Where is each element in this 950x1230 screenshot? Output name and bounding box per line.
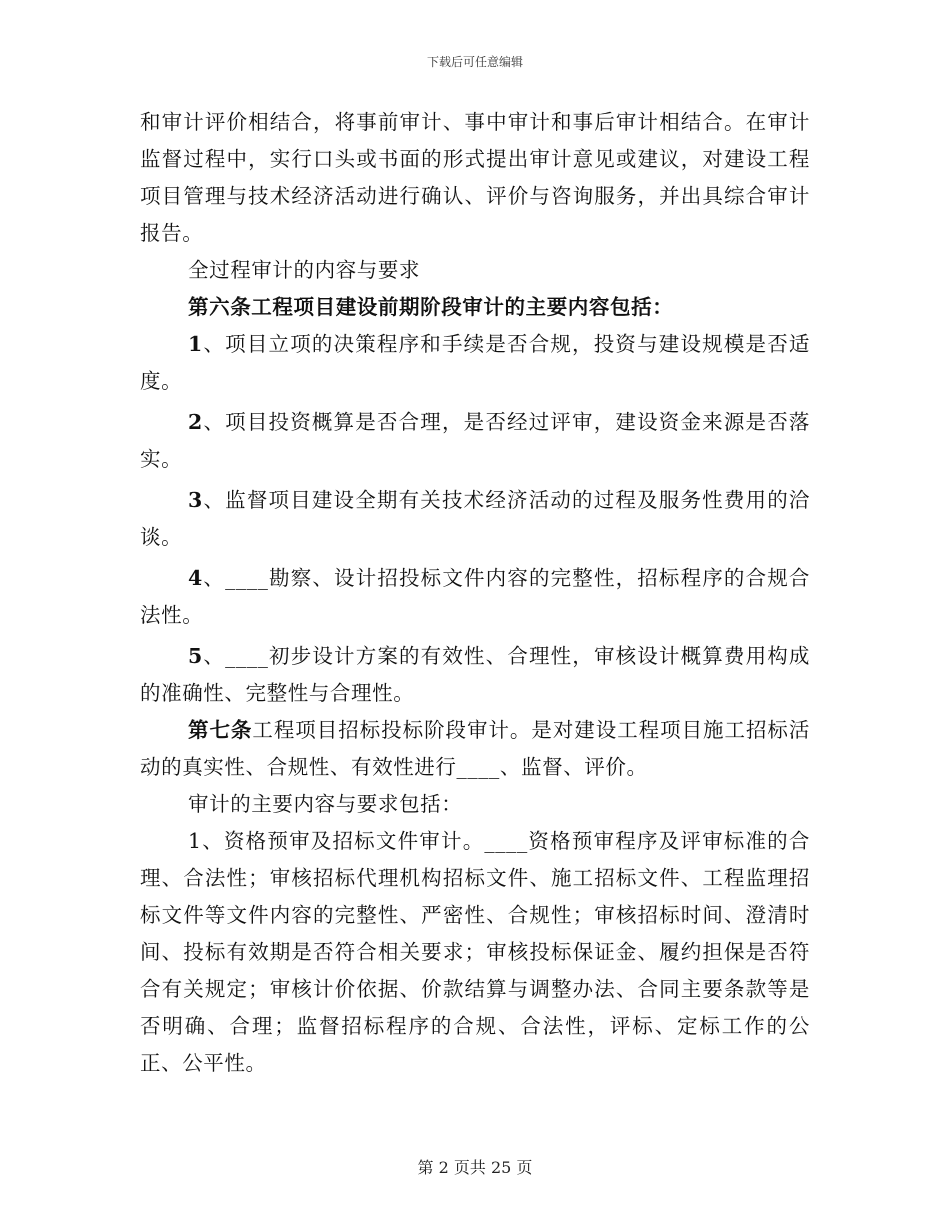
- article-6-heading: 第六条工程项目建设前期阶段审计的主要内容包括：: [188, 295, 674, 319]
- item-number: 5: [188, 644, 203, 668]
- requirements-item-1: 1、资格预审及招标文件审计。____资格预审程序及评审标准的合理、合法性；审核招标代理机构招标文件、施工招标文件、工程监理招标文件等文件内容的完整性、严密性、合规性；审核招标时间、澄清时间、投标有效期是否符合相关要求；审核投标保证金、履约担保是否符合有关规定；审核计价依据、价款结算与调整办法、合同主要条款等是否明确、合理；监督招标程序的合规、合法性，评标、定标工作的公正、公平性。: [140, 829, 810, 1075]
- article-6-item-4: [140, 560, 810, 634]
- article-6-item-2: [140, 404, 810, 478]
- item-text: 、监督项目建设全期有关技术经济活动的过程及服务性费用的洽谈。: [140, 488, 810, 549]
- article-7-text: 工程项目招标投标阶段审计。是对建设工程项目施工招标活动的真实性、合规性、有效性进行____、监督、评价。: [140, 718, 810, 779]
- item-text: 、____初步设计方案的有效性、合理性，审核设计概算费用构成的准确性、完整性与合理性。: [140, 644, 810, 705]
- article-6-item-1: [140, 326, 810, 400]
- page-footer: 第 2 页共 25 页: [417, 1158, 533, 1177]
- page-header: 下载后可任意编辑: [426, 55, 523, 69]
- item-number: 3: [188, 488, 203, 512]
- item-number: 4: [188, 566, 203, 590]
- article-6-item-5: [140, 638, 810, 712]
- requirements-intro: 审计的主要内容与要求包括：: [188, 792, 463, 816]
- item-number: 2: [188, 410, 203, 434]
- item-text: 、项目立项的决策程序和手续是否合规，投资与建设规模是否适度。: [140, 332, 810, 393]
- article-7-label: 第七条: [188, 718, 253, 742]
- document-body: [140, 104, 810, 1082]
- section-title: 全过程审计的内容与要求: [188, 258, 421, 282]
- item-text: 、项目投资概算是否合理，是否经过评审，建设资金来源是否落实。: [140, 410, 810, 471]
- item-text: 、____勘察、设计招投标文件内容的完整性，招标程序的合规合法性。: [140, 566, 810, 627]
- article-6-item-3: [140, 482, 810, 556]
- article-7-paragraph: [140, 712, 810, 786]
- paragraph-continuation: 和审计评价相结合，将事前审计、事中审计和事后审计相结合。在审计监督过程中，实行口头或书面的形式提出审计意见或建议，对建设工程项目管理与技术经济活动进行确认、评价与咨询服务，并出具综合审计报告。: [140, 110, 810, 245]
- item-number: 1: [188, 332, 203, 356]
